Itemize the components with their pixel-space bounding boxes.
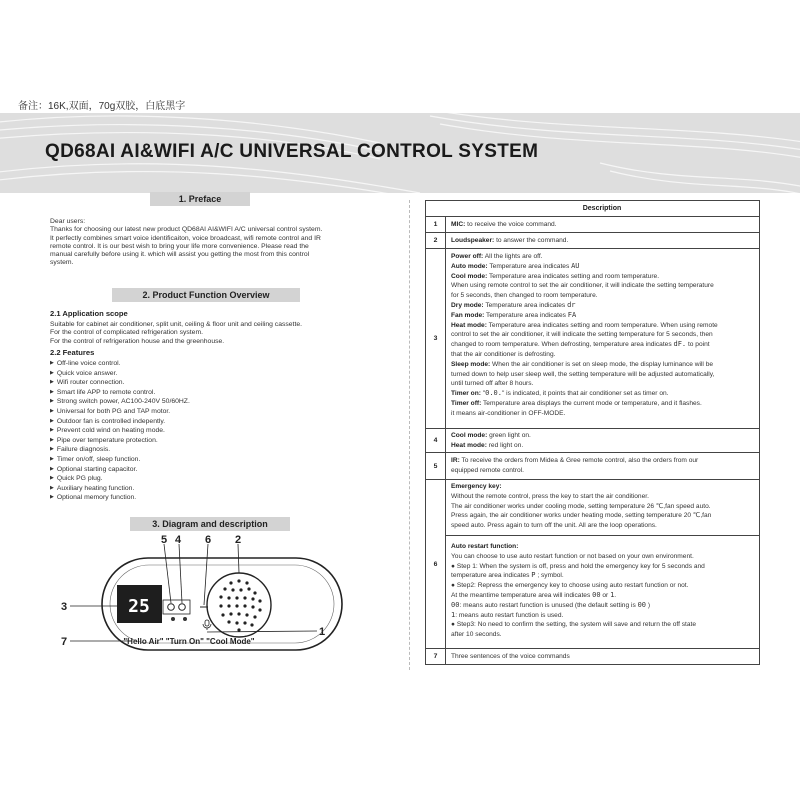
feature-item: ▶ Quick PG plug. (50, 474, 350, 484)
row-number: 4 (426, 429, 446, 452)
feature-item: ▶ Prevent cold wind on heating mode. (50, 426, 350, 436)
seg-symbol-fan: FA (567, 310, 577, 319)
feature-item: ▶ Auxiliary heating function. (50, 484, 350, 494)
table-row (426, 216, 759, 232)
heat-led (179, 604, 186, 611)
callout-1: 1 (319, 626, 326, 638)
feature-item: ▶ Optional starting capacitor. (50, 465, 350, 475)
diagram-heading: 3. Diagram and description (130, 517, 290, 531)
row-number: 3 (426, 249, 446, 428)
row-text: Emergency key: Without the remote control, press the key to start the air conditioner. The air conditioner works under cooling mode, setting temperature 26 ℃,fan speed auto. Press again, the air conditioner works under heating mode, setting temperature 20 ℃,fan speed auto. Press again to turn off the unit. All are the loop operations. (451, 483, 712, 530)
callout-2: 2 (235, 534, 242, 546)
feature-item: ▶ Strong switch power, AC100-240V 50/60HZ. (50, 397, 350, 407)
preface-greeting: Dear users: (50, 218, 86, 225)
table-row (426, 648, 759, 664)
table-row (426, 479, 759, 648)
row-text: Power off: All the lights are off. Auto mode: Temperature area indicates AU Cool mode: Temperature area indicates setting and room temperature. When using remote control to set the air conditioner, it will indicate the setting temperature for 5 seconds, then changed to room temperature. Dry mode: Temperature area indicates dr Fan mode: Temperature area indicates FA Heat mode: Temperature area indicates setting and room temperature. When using remote control to set the air conditioner, it will indicate the setting temperature for 5 seconds, then changed to room temperature. When defrosting, temperature area indicates dF. to point that the air conditioner is defrosting. Sleep mode: When the air conditioner is set on sleep mode, the display luminance will be turned down to help user sleep well, the setting temperature will be adjusted automatically, until turned off after 8 hours. Timer on: "0.0." is indicated, it points that air conditioner set as timer on. Timer off: Temperature area displays the current mode or temperature, and it flashes. it means air-conditioner in OFF-MODE. (451, 253, 718, 417)
overview-heading: 2. Product Function Overview (112, 288, 300, 302)
preface-line: remote control. It is our best wish to bring your life more convenience. Please read the (50, 242, 309, 250)
mic-hole (183, 617, 187, 621)
mic-icon (203, 620, 211, 630)
scope-text (50, 321, 380, 346)
seg-symbol-00: 00 (637, 600, 647, 609)
features-list (50, 359, 350, 503)
feature-item: ▶ Universal for both PG and TAP motor. (50, 407, 350, 417)
callout-3: 3 (61, 601, 68, 613)
voice-caption: "Hello Air" "Turn On" "Cool Mode" (123, 637, 255, 646)
preface-heading: 1. Preface (150, 192, 250, 206)
preface-text (50, 218, 380, 268)
row-number: 6 (426, 480, 446, 648)
features-title: 2.2 Features (50, 348, 95, 357)
seg-symbol-p: P (531, 571, 536, 580)
seg-symbol-auto: AU (571, 261, 580, 270)
table-row (426, 452, 759, 479)
description-table (425, 200, 760, 665)
row-separator (445, 535, 759, 536)
callout-4: 4 (175, 534, 182, 546)
callout-7: 7 (61, 636, 68, 648)
row-number: 2 (426, 233, 446, 248)
row-text: IR: To receive the orders from Midea & Gree remote control, also the orders from our equipped remote control. (451, 457, 699, 474)
feature-item: ▶ Timer on/off, sleep function. (50, 455, 350, 465)
row-text: Loudspeaker: to answer the command. (451, 237, 569, 244)
display-digits: 25 (128, 596, 150, 617)
preface-line: manual carefully before using it. which will assist you getting the most from this control (50, 251, 310, 259)
column-divider (409, 200, 411, 670)
row-text: Three sentences of the voice commands (451, 653, 570, 660)
seg-symbol-00: 00 (451, 600, 460, 609)
row-text: Cool mode: green light on. Heat mode: red light on. (451, 432, 531, 449)
scope-line: Suitable for cabinet air conditioner, split unit, ceiling & floor unit and ceiling cassette. (50, 321, 303, 328)
feature-item: ▶ Pipe over temperature protection. (50, 436, 350, 446)
callout-5: 5 (161, 534, 168, 546)
callout-6: 6 (205, 534, 212, 546)
row-text: MIC: to receive the voice command. (451, 221, 557, 228)
speaker-holes (219, 579, 261, 631)
scope-title: 2.1 Application scope (50, 309, 128, 318)
table-header: Description (582, 205, 622, 212)
seg-symbol-defrost: dF. (673, 340, 687, 349)
cool-led (168, 604, 175, 611)
scope-line: For the control of refrigeration house and the greenhouse. (50, 337, 225, 345)
row-number: 1 (426, 217, 446, 232)
table-row (426, 248, 759, 428)
preface-line: It perfectly combines smart voice identificaiton, voice broadcast, wifi remote control and IR (50, 234, 321, 242)
table-row (426, 428, 759, 452)
led-frame (163, 600, 190, 614)
seg-symbol-00: 00 (592, 590, 601, 599)
row-number: 5 (426, 453, 446, 479)
feature-item: ▶ Outdoor fan is controlled indepently. (50, 417, 350, 427)
feature-item: ▶ Quick voice answer. (50, 369, 350, 379)
feature-item: ▶ Optional memory function. (50, 493, 350, 503)
scope-line: For the control of complicated refrigeration system. (50, 329, 203, 337)
seg-symbol-timer: 0.0. (485, 389, 502, 398)
feature-item: ▶ Failure diagnosis. (50, 445, 350, 455)
table-row (426, 232, 759, 248)
feature-item: ▶ Smart life APP to remote control. (50, 388, 350, 398)
feature-item: ▶ Wifi router connection. (50, 378, 350, 388)
preface-line: system. (50, 259, 74, 267)
seg-symbol-dry: dr (567, 300, 576, 309)
seg-symbol-1: 1 (451, 610, 456, 619)
ir-receiver (171, 617, 175, 621)
row-text: Auto restart function: You can choose to use auto restart function or not based on your own environment. ● Step 1: When the system is off, press and hold the emergency key for 5 seconds and temperature area indicates P ; symbol. ● Step2: Repress the emergency key to choose using auto restart function or not. At the meantime temperature area will indicates 00 or 1. 00: means auto restart function is unused (the default setting is 00 ) 1: means auto restart function is used. ● Step3: No need to confirm the setting, the system will save and return the off state after 10 seconds. (451, 543, 705, 639)
preface-line: Thanks for choosing our latest new product QD68AI AI&WIFI A/C universal control system. (50, 226, 323, 234)
device-diagram (55, 533, 355, 653)
print-note: 备注：16K,双面，70g双胶，白底黑字 (18, 101, 186, 112)
main-title: QD68AI AI&WIFI A/C UNIVERSAL CONTROL SYSTEM (45, 141, 539, 162)
row-number: 7 (426, 649, 446, 664)
feature-item: ▶ Off-line voice control. (50, 359, 350, 369)
seg-symbol-1: 1 (610, 590, 615, 599)
